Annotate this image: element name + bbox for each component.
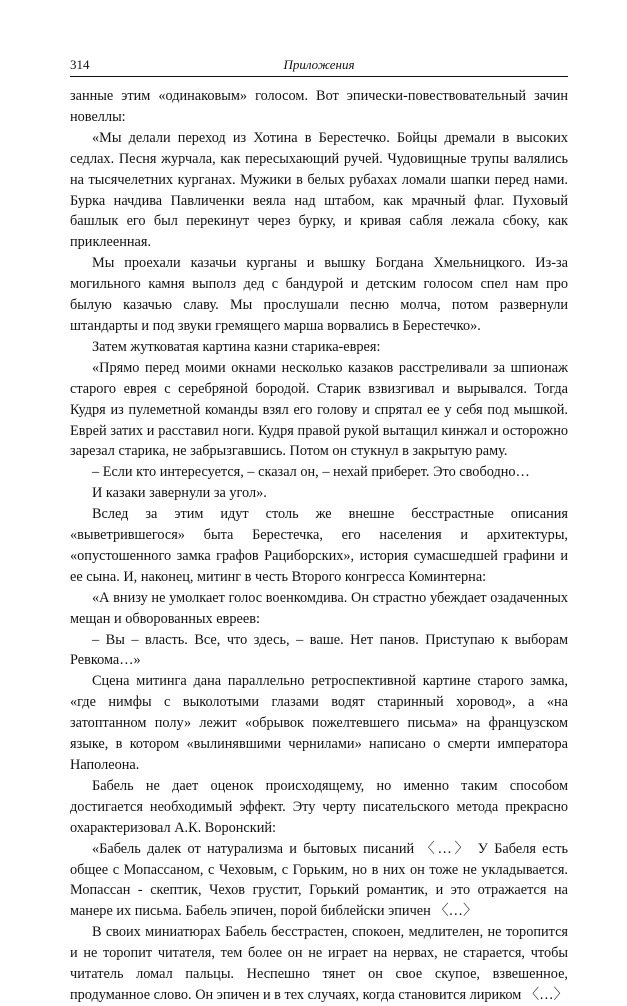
paragraph: «Мы делали переход из Хотина в Берестечко. Бойцы дремали в высоких седлах. Песня журчала, как пересыхающий ручей. Чудовищные трупы валялись на тысячелетних курганах. Мужики в белых рубахах ломали шапки перед нами. Бурка начдива Павличенки веяла над штабом, как мрачный флаг. Пуховый башлык его был перекинут через бурку, и кривая сабля лежала сбоку, как приклеенная. <box>70 129 568 251</box>
paragraph: Мы проехали казачьи курганы и вышку Богдана Хмельницкого. Из-за могильного камня выполз дед с бандурой и детским голосом спел нам про былую казачью славу. Мы прослушали песню молча, потом развернули штандарты и под звуки гремящего марша ворвались в Берестечко». <box>70 255 568 334</box>
paragraph: «Прямо перед моими окнами несколько казаков расстреливали за шпионаж старого еврея с серебряной бородой. Старик взвизгивал и вырывался. Тогда Кудря из пулеметной команды взял его голову и спрятал ее у себя под мышкой. Еврей затих и расставил ноги. Кудря правой рукой вытащил кинжал и осторожно зарезал старика, не забрызгавшись. Потом он стукнул в закрытую раму. <box>70 359 568 460</box>
paragraph: Вслед за этим идут столь же внешне бесстрастные описания «выветрившегося» быта Берестечка, его населения и архитектуры, «опустошенного замка графов Рацибoрских», история сумасшедшей графини и ее сына. И, наконец, митинг в честь Второго конгресса Коминтерна: <box>70 506 568 585</box>
paragraph: «А внизу не умолкает голос военкомдива. Он страстно убеждает озадаченных мещан и обворованных евреев: <box>70 589 568 627</box>
paragraph: Бабель не дает оценок происходящему, но именно таким способом достигается необходимый эффект. Эту черту писательского метода прекрасно охарактеризовал А.К. Воронский: <box>70 777 568 836</box>
page-number: 314 <box>70 57 90 72</box>
paragraph: Затем жутковатая картина казни старика-еврея: <box>92 338 381 355</box>
body-text <box>70 86 568 1006</box>
running-header <box>70 54 568 77</box>
paragraph: В своих миниатюрах Бабель бесстрастен, спокоен, медлителен, не торопится и не торопит читателя, тем более он не играет на нервах, не старается, чтобы читатель ломал пальцы. Неспешно тянет он свое скупое, взвешенное, продуманное слово. Он эпичен и в тех случаях, когда становится лириком 〈…〉 <box>70 924 568 1003</box>
paragraph: занные этим «одинаковым» голосом. Вот эпически-повествовательный зачин новеллы: <box>70 88 568 125</box>
paragraph: – Если кто интересуется, – сказал он, – нехай приберет. Это свободно… <box>92 464 530 481</box>
paragraph: Сцена митинга дана параллельно ретроспективной картине старого замка, «где нимфы с выколотыми глазами водят старинный хоровод», а «на затоптанном полу» лежит «обрывок пожелтевшего письма» на французском языке, в котором «вылинявшими чернилами» написано о смерти императора Наполеона. <box>70 673 568 773</box>
section-title: Приложения <box>283 57 355 72</box>
paragraph: И казаки завернули за угол». <box>92 485 267 502</box>
paragraph: «Бабель далек от натурализма и бытовых писаний 〈…〉 У Бабеля есть общее с Мопассаном, с Чеховым, с Горьким, но в них он тоже не укладывается. Мопассан - скептик, Чехов грустит, Горький романтик, и это отражается на манере их письма. Бабель эпичен, порой библейски эпичен 〈…〉 <box>70 840 568 920</box>
paragraph: – Вы – власть. Все, что здесь, – ваше. Нет панов. Приступаю к выборам Ревкома…» <box>70 631 568 669</box>
